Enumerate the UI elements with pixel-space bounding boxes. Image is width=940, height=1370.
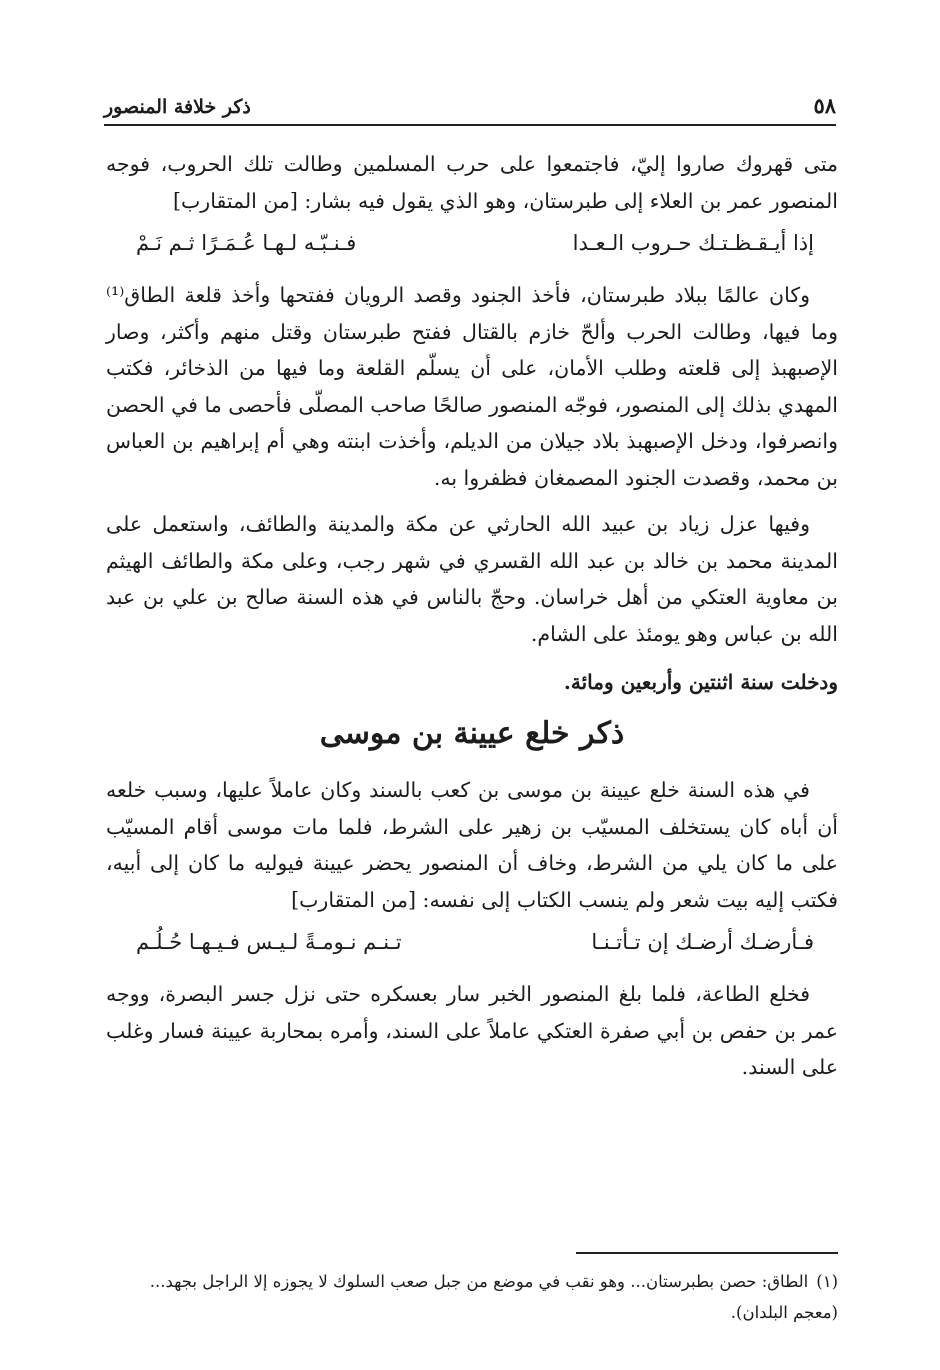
paragraph-3: وفيها عزل زياد بن عبيد الله الحارثي عن مكة والمدينة والطائف، واستعمل على المدينة محمد بن خالد بن عبد الله القسري في شهر رجب، وعلى مكة والطائف الهيثم بن معاوية العتكي من أهل خراسان. وحجّ بالناس في هذه السنة صالح بن علي بن عبد الله بن عباس وهو يومئذ على الشام. xyxy=(106,512,838,646)
verse-1-second-hemistich: فـنـبّـه لـهـا عُـمَـرًا ثـم نَـمْ xyxy=(136,231,357,255)
page-number: ٥٨ xyxy=(813,93,836,118)
section-title: ذكر خلع عيينة بن موسى xyxy=(319,716,625,751)
body-text xyxy=(106,146,838,1086)
verse-2-first-hemistich: فـأرضـك أرضـك إن تـأتـنـا xyxy=(591,930,814,954)
verse-1 xyxy=(106,223,838,263)
footnotes xyxy=(106,1266,838,1328)
verse-2 xyxy=(106,922,838,962)
paragraph-2: وكان عالمًا ببلاد طبرستان، فأخذ الجنود وقصد الرويان ففتحها وأخذ قلعة الطاق⁽¹⁾ وما فيها، وطالت الحرب وألحّ خازم بالقتال ففتح طبرستان وقتل منهم وأكثر، وصار الإصبهبذ إلى قلعته وطلب الأمان، على أن يسلّم القلعة وما فيها من الذخائر، فكتب المهدي بذلك إلى المنصور، فوجّه المنصور صالحًا صاحب المصلّى فأحصى ما في الحصن وانصرفوا، ودخل الإصبهبذ بلاد جيلان من الديلم، وأخذت ابنته وهي أم إبراهيم بن العباس بن محمد، وقصدت الجنود المصمغان فظفروا به. xyxy=(106,283,838,490)
verse-1-first-hemistich: إذا أيـقـظـتـك حـروب الـعـدا xyxy=(572,231,814,255)
paragraph-5: في هذه السنة خلع عيينة بن موسى بن كعب بالسند وكان عاملاً عليها، وسبب خلعه أن أباه كان يستخلف المسيّب بن زهير على الشرط، فلما مات موسى أقام المسيّب على ما كان يلي من الشرط، وخاف أن المنصور يحضر عيينة فيوليه ما كان إلى أبيه، فكتب إليه بيت شعر ولم ينسب الكتاب إلى نفسه: [من المتقارب] xyxy=(106,778,838,912)
footnote-marker: (١) xyxy=(816,1272,838,1291)
verse-2-second-hemistich: تـنـم نـومـةً لـيـس فـيـهـا حُـلُـم xyxy=(136,930,402,954)
year-entry-line: ودخلت سنة اثنتين وأربعين ومائة. xyxy=(563,670,838,694)
footnote-text: الطاق: حصن بطبرستان... وهو نقب في موضع من جبل صعب السلوك لا يجوزه إلا الراجل بجهد... (معجم البلدان). xyxy=(149,1272,838,1322)
running-title: ذكر خلافة المنصور xyxy=(104,96,251,118)
page-header xyxy=(104,88,836,126)
footnote-divider xyxy=(576,1252,838,1254)
paragraph-6: فخلع الطاعة، فلما بلغ المنصور الخبر سار بعسكره حتى نزل جسر البصرة، ووجه عمر بن حفص بن أبي صفرة العتكي عاملاً على السند، وأمره بمحاربة عيينة فسار وغلب على السند. xyxy=(106,982,838,1079)
paragraph-1: متى قهروك صاروا إليّ، فاجتمعوا على حرب المسلمين وطالت تلك الحروب، فوجه المنصور عمر بن العلاء إلى طبرستان، وهو الذي يقول فيه بشار: [من المتقارب] xyxy=(106,152,838,213)
